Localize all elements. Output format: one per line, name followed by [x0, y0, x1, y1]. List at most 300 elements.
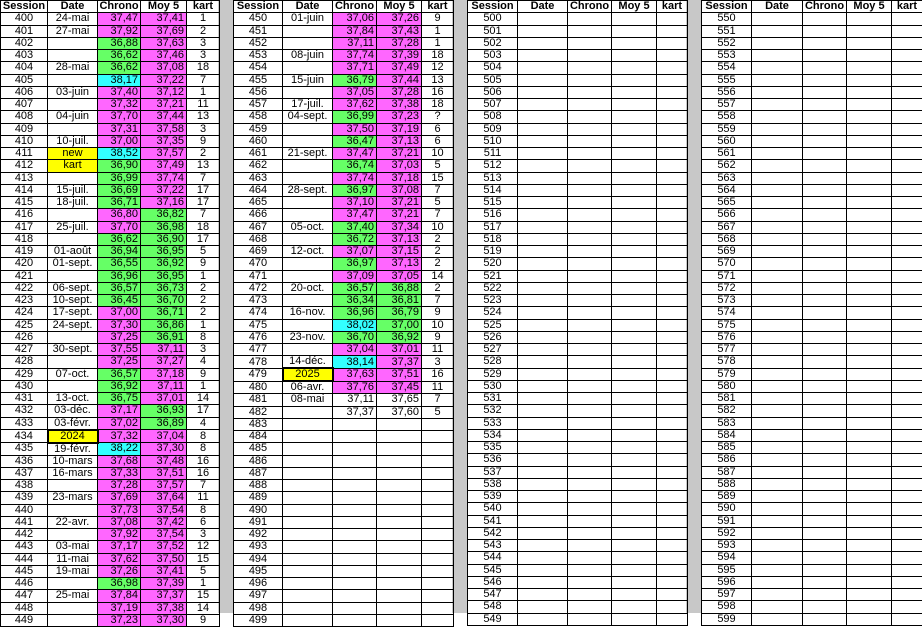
kart-cell: 3 [422, 356, 454, 369]
date-cell [48, 614, 98, 626]
table-row [1, 393, 220, 405]
table-row [468, 99, 688, 111]
session-cell: 428 [1, 356, 48, 368]
kart-cell: 7 [422, 295, 454, 307]
table-row [468, 13, 688, 25]
session-cell: 527 [468, 344, 518, 356]
moy5-cell: 37,28 [377, 86, 422, 98]
chrono-cell [568, 576, 612, 588]
table-row [1, 455, 220, 467]
moy5-cell: 37,21 [377, 197, 422, 209]
moy5-cell: 37,26 [377, 13, 422, 25]
chrono-cell: 37,92 [98, 25, 141, 37]
table-row [702, 13, 922, 25]
table-row [702, 356, 922, 368]
date-cell [518, 37, 568, 49]
session-cell: 453 [234, 50, 283, 62]
date-cell [752, 564, 803, 576]
moy5-cell: 37,54 [141, 529, 187, 541]
moy5-cell [847, 552, 892, 564]
moy5-cell [377, 516, 422, 528]
date-cell [752, 319, 803, 331]
session-cell: 593 [702, 540, 752, 552]
session-cell: 550 [702, 13, 752, 25]
date-cell: 30-sept. [48, 344, 98, 356]
moy5-cell: 36,82 [141, 209, 187, 221]
table-row [468, 37, 688, 49]
column-gap [218, 0, 233, 613]
moy5-cell [612, 221, 657, 233]
kart-cell [422, 614, 454, 626]
chrono-cell: 37,17 [98, 405, 141, 417]
kart-cell [422, 504, 454, 516]
session-cell: 558 [702, 111, 752, 123]
table-row [702, 368, 922, 380]
kart-cell: 17 [187, 184, 220, 196]
date-cell: new [48, 148, 98, 160]
date-cell: 25-mai [48, 590, 98, 602]
chrono-cell: 37,68 [98, 455, 141, 467]
kart-cell: 2 [422, 282, 454, 294]
kart-cell [892, 503, 922, 515]
table-row [702, 380, 922, 392]
kart-cell [422, 492, 454, 504]
moy5-cell [612, 37, 657, 49]
date-cell [283, 25, 333, 37]
date-cell [283, 480, 333, 492]
table-row [1, 123, 220, 135]
date-cell [518, 172, 568, 184]
kart-cell: 8 [187, 331, 220, 343]
date-cell [752, 368, 803, 380]
session-cell: 525 [468, 319, 518, 331]
kart-cell: 5 [187, 246, 220, 258]
date-cell: 14-déc. [283, 356, 333, 369]
header-moy5: Moy 5 [377, 1, 422, 13]
kart-cell [892, 552, 922, 564]
moy5-cell: 37,05 [377, 270, 422, 282]
moy5-cell: 37,13 [377, 135, 422, 147]
moy5-cell [612, 307, 657, 319]
chrono-cell: 36,71 [98, 197, 141, 209]
date-cell: 23-mars [48, 492, 98, 504]
session-cell: 425 [1, 319, 48, 331]
kart-cell [657, 233, 688, 245]
table-row [702, 307, 922, 319]
date-cell [518, 503, 568, 515]
date-cell [518, 576, 568, 588]
session-cell: 506 [468, 86, 518, 98]
chrono-cell [803, 172, 847, 184]
session-cell: 445 [1, 565, 48, 577]
session-cell: 476 [234, 331, 283, 343]
session-cell: 427 [1, 344, 48, 356]
date-cell [48, 74, 98, 86]
session-cell: 419 [1, 246, 48, 258]
date-cell: 04-juin [48, 111, 98, 123]
chrono-cell [803, 515, 847, 527]
chrono-cell: 37,06 [333, 13, 377, 25]
kart-cell: 3 [187, 529, 220, 541]
table-row [234, 602, 454, 614]
moy5-cell: 37,35 [141, 135, 187, 147]
session-cell: 495 [234, 565, 283, 577]
session-cell: 552 [702, 37, 752, 49]
date-cell [752, 282, 803, 294]
moy5-cell [377, 480, 422, 492]
kart-cell: 2 [187, 295, 220, 307]
chrono-cell: 36,98 [98, 578, 141, 590]
table-row [702, 197, 922, 209]
header-row [234, 1, 454, 13]
session-cell: 516 [468, 209, 518, 221]
kart-cell: 7 [187, 74, 220, 86]
chrono-cell: 36,92 [98, 380, 141, 392]
date-cell [283, 553, 333, 565]
session-cell: 584 [702, 429, 752, 441]
date-cell [518, 197, 568, 209]
table-row [234, 356, 454, 369]
chrono-cell [803, 258, 847, 270]
chrono-cell [333, 455, 377, 467]
table-row [468, 540, 688, 552]
date-cell [752, 246, 803, 258]
chrono-cell [568, 601, 612, 613]
moy5-cell [847, 331, 892, 343]
session-cell: 586 [702, 454, 752, 466]
date-cell [752, 405, 803, 417]
header-row [468, 1, 688, 13]
session-cell: 522 [468, 282, 518, 294]
date-cell [752, 50, 803, 62]
table-row [234, 246, 454, 258]
kart-cell: 9 [422, 331, 454, 343]
moy5-cell [612, 319, 657, 331]
date-cell [283, 602, 333, 614]
session-cell: 534 [468, 429, 518, 441]
table-row [234, 590, 454, 602]
chrono-cell [568, 246, 612, 258]
table-row [1, 356, 220, 368]
table-row [1, 443, 220, 456]
kart-cell [657, 246, 688, 258]
kart-cell [892, 135, 922, 147]
moy5-cell: 37,34 [377, 221, 422, 233]
session-cell: 465 [234, 197, 283, 209]
chrono-cell [333, 516, 377, 528]
chrono-cell: 37,47 [333, 148, 377, 160]
table-row [468, 564, 688, 576]
kart-cell [657, 331, 688, 343]
table-row [468, 160, 688, 172]
moy5-cell [377, 492, 422, 504]
table-row [234, 172, 454, 184]
moy5-cell: 37,18 [377, 172, 422, 184]
table-row [468, 368, 688, 380]
session-cell: 408 [1, 111, 48, 123]
chrono-cell [333, 431, 377, 443]
kart-cell [892, 331, 922, 343]
moy5-cell [612, 527, 657, 539]
chrono-cell: 36,74 [333, 160, 377, 172]
session-cell: 435 [1, 443, 48, 456]
table-row [1, 160, 220, 172]
date-cell [518, 540, 568, 552]
table-row [234, 529, 454, 541]
moy5-cell: 37,74 [141, 172, 187, 184]
column-gap [686, 0, 701, 613]
chrono-cell [803, 491, 847, 503]
chrono-cell [568, 209, 612, 221]
date-cell [283, 135, 333, 147]
chrono-cell [568, 368, 612, 380]
session-cell: 406 [1, 86, 48, 98]
date-cell [752, 209, 803, 221]
kart-cell [422, 529, 454, 541]
table-row [702, 37, 922, 49]
session-cell: 418 [1, 233, 48, 245]
moy5-cell: 37,49 [377, 62, 422, 74]
session-cell: 463 [234, 172, 283, 184]
date-cell [518, 331, 568, 343]
chrono-cell: 37,04 [333, 344, 377, 356]
chrono-cell: 37,70 [98, 111, 141, 123]
moy5-cell: 37,22 [141, 74, 187, 86]
chrono-cell: 36,75 [98, 393, 141, 405]
chrono-cell [333, 590, 377, 602]
date-cell: 16-nov. [283, 307, 333, 319]
date-cell: 21-sept. [283, 148, 333, 160]
kart-cell [892, 417, 922, 429]
chrono-cell: 37,11 [333, 37, 377, 49]
moy5-cell: 37,08 [141, 62, 187, 74]
session-cell: 576 [702, 331, 752, 343]
column-gap [452, 0, 467, 613]
date-cell [283, 516, 333, 528]
header-moy5: Moy 5 [612, 1, 657, 13]
date-cell [48, 209, 98, 221]
date-cell [752, 172, 803, 184]
table-row [1, 504, 220, 516]
session-cell: 513 [468, 172, 518, 184]
date-cell [283, 406, 333, 418]
kart-cell [892, 466, 922, 478]
moy5-cell [847, 111, 892, 123]
table-row [1, 74, 220, 86]
chrono-cell [803, 564, 847, 576]
date-cell: 15-juin [283, 74, 333, 86]
session-cell: 433 [1, 417, 48, 430]
header-row [1, 1, 220, 13]
session-cell: 486 [234, 455, 283, 467]
date-cell: 2025 [283, 368, 333, 381]
moy5-cell: 37,30 [141, 443, 187, 456]
moy5-cell: 36,90 [141, 233, 187, 245]
table-row [702, 99, 922, 111]
chrono-cell [803, 233, 847, 245]
session-cell: 574 [702, 307, 752, 319]
date-cell [48, 356, 98, 368]
moy5-cell: 37,57 [141, 480, 187, 492]
moy5-cell [847, 466, 892, 478]
kart-cell: 5 [422, 160, 454, 172]
chrono-cell [568, 564, 612, 576]
date-cell: 15-juil. [48, 184, 98, 196]
kart-cell: 14 [422, 270, 454, 282]
date-cell [48, 50, 98, 62]
kart-cell [892, 123, 922, 135]
table-row [234, 99, 454, 111]
session-cell: 597 [702, 589, 752, 601]
moy5-cell [612, 197, 657, 209]
session-cell: 569 [702, 246, 752, 258]
chrono-cell: 38,02 [333, 319, 377, 331]
moy5-cell [847, 246, 892, 258]
chrono-cell [568, 478, 612, 490]
session-cell: 582 [702, 405, 752, 417]
chrono-cell [568, 172, 612, 184]
kart-cell [422, 590, 454, 602]
table-row [702, 552, 922, 564]
session-cell: 594 [702, 552, 752, 564]
date-cell [518, 295, 568, 307]
chrono-cell [803, 356, 847, 368]
chrono-cell [803, 295, 847, 307]
moy5-cell [847, 37, 892, 49]
table-row [702, 429, 922, 441]
moy5-cell [847, 258, 892, 270]
chrono-cell [803, 454, 847, 466]
table-row [702, 442, 922, 454]
date-cell [518, 515, 568, 527]
date-cell [283, 209, 333, 221]
date-cell [752, 197, 803, 209]
moy5-cell [612, 74, 657, 86]
table-row [468, 148, 688, 160]
table-row [468, 25, 688, 37]
session-cell: 570 [702, 258, 752, 270]
moy5-cell [612, 258, 657, 270]
date-cell [518, 527, 568, 539]
chrono-cell: 37,63 [333, 368, 377, 381]
table-row [1, 25, 220, 37]
chrono-cell: 36,79 [333, 74, 377, 86]
date-cell: 01-juin [283, 13, 333, 25]
moy5-cell: 36,93 [141, 405, 187, 417]
session-cell: 581 [702, 393, 752, 405]
table-row [702, 417, 922, 429]
header-chrono: Chrono [333, 1, 377, 13]
header-moy5: Moy 5 [141, 1, 187, 13]
date-cell: 05-oct. [283, 221, 333, 233]
moy5-cell [377, 529, 422, 541]
chrono-cell: 37,55 [98, 344, 141, 356]
table-row [1, 99, 220, 111]
kart-cell: 10 [422, 148, 454, 160]
date-cell [518, 62, 568, 74]
table-row [1, 282, 220, 294]
moy5-cell [612, 123, 657, 135]
chrono-cell: 37,02 [98, 417, 141, 430]
moy5-cell: 37,46 [141, 50, 187, 62]
session-cell: 432 [1, 405, 48, 417]
kart-cell [892, 295, 922, 307]
chrono-cell [568, 356, 612, 368]
moy5-cell: 37,57 [141, 148, 187, 160]
chrono-cell: 37,31 [98, 123, 141, 135]
session-cell: 434 [1, 430, 48, 443]
kart-cell: 2 [187, 25, 220, 37]
kart-cell [657, 111, 688, 123]
date-cell [518, 209, 568, 221]
date-cell [283, 123, 333, 135]
kart-cell [892, 589, 922, 601]
moy5-cell [612, 282, 657, 294]
moy5-cell [377, 443, 422, 455]
table-row [702, 270, 922, 282]
kart-cell [657, 417, 688, 429]
session-cell: 573 [702, 295, 752, 307]
table-row [234, 86, 454, 98]
kart-cell [892, 246, 922, 258]
header-kart: kart [187, 1, 220, 13]
moy5-cell [847, 613, 892, 625]
chrono-cell [803, 380, 847, 392]
session-cell: 478 [234, 356, 283, 369]
date-cell [283, 443, 333, 455]
chrono-cell [568, 515, 612, 527]
table-row [1, 233, 220, 245]
table-row [468, 503, 688, 515]
date-cell [752, 295, 803, 307]
moy5-cell [612, 135, 657, 147]
session-cell: 415 [1, 197, 48, 209]
kart-cell: 4 [187, 417, 220, 430]
date-cell: 04-sept. [283, 111, 333, 123]
table-row [468, 613, 688, 625]
chrono-cell [568, 25, 612, 37]
date-cell [283, 160, 333, 172]
chrono-cell [568, 184, 612, 196]
date-cell: 22-avr. [48, 516, 98, 528]
session-cell: 579 [702, 368, 752, 380]
date-cell: 08-mai [283, 394, 333, 406]
date-cell [752, 613, 803, 625]
chrono-cell [803, 13, 847, 25]
chrono-cell: 36,57 [98, 368, 141, 380]
header-chrono: Chrono [568, 1, 612, 13]
date-cell [283, 578, 333, 590]
chrono-cell: 36,34 [333, 295, 377, 307]
date-cell: 16-mars [48, 467, 98, 479]
table-row [234, 541, 454, 553]
date-cell [518, 405, 568, 417]
moy5-cell: 37,58 [141, 123, 187, 135]
table-row [234, 443, 454, 455]
chrono-cell: 37,37 [333, 406, 377, 418]
date-cell: 10-sept. [48, 295, 98, 307]
chrono-cell [803, 270, 847, 282]
chrono-cell: 37,62 [333, 99, 377, 111]
table-row [468, 417, 688, 429]
date-cell [283, 319, 333, 331]
table-row [234, 381, 454, 394]
session-cell: 599 [702, 613, 752, 625]
table-row [1, 405, 220, 417]
table-row [468, 331, 688, 343]
date-cell [752, 417, 803, 429]
chrono-cell [803, 344, 847, 356]
